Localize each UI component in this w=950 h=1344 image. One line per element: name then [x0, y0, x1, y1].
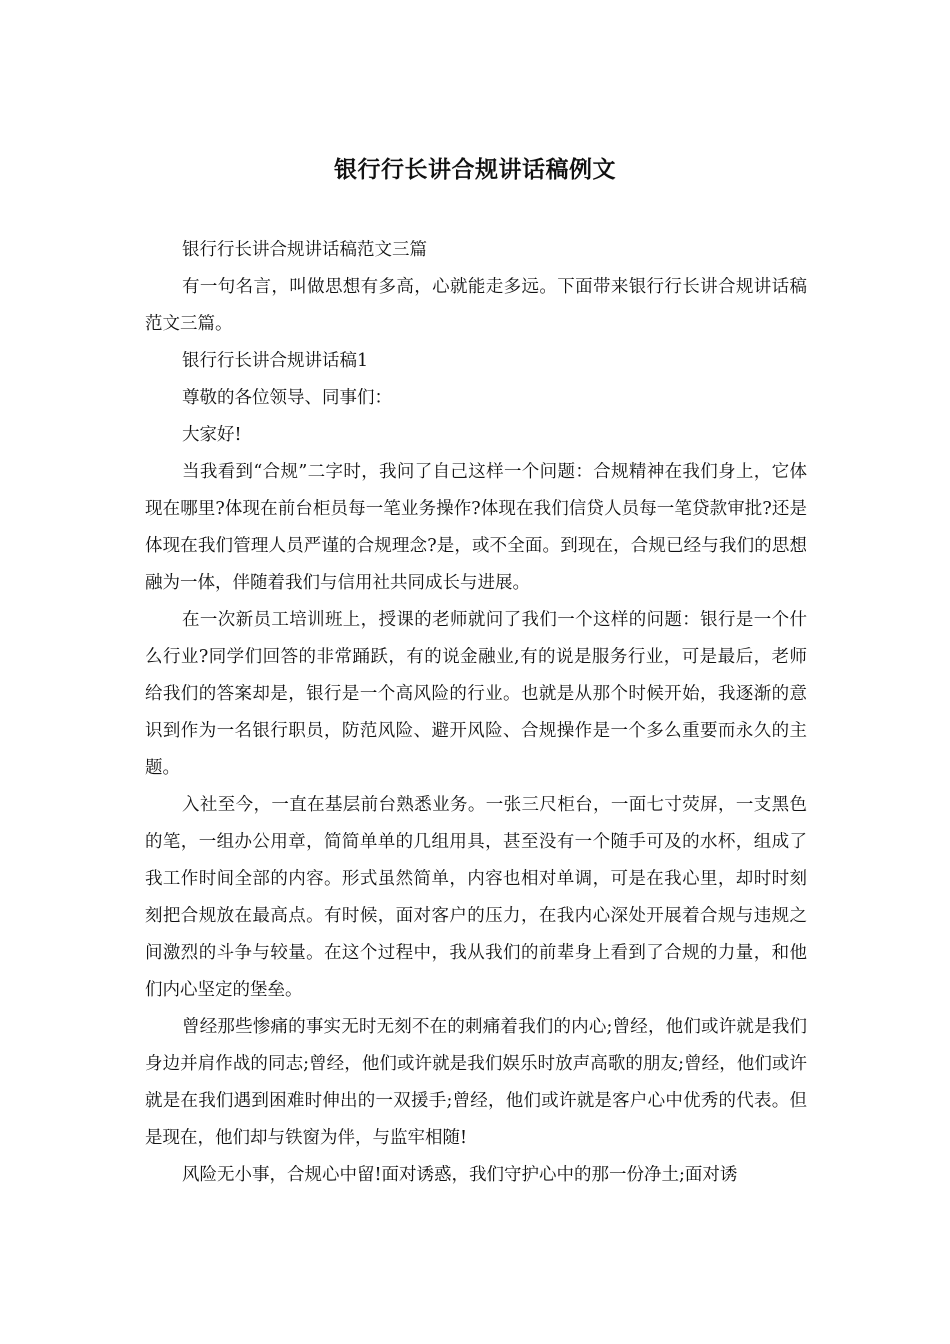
document-body [145, 232, 807, 1194]
paragraph-subtitle: 银行行长讲合规讲话稿范文三篇 [182, 240, 427, 260]
paragraph-heading-speech-1: 银行行长讲合规讲话稿1 [182, 351, 369, 371]
paragraph-body: 曾经那些惨痛的事实无时无刻不在的刺痛着我们的内心;曾经，他们或许就是我们身边并肩作战的同志;曾经，他们或许就是我们娱乐时放声高歌的朋友;曾经，他们或许就是在我们遇到困难时伸出的一双援手;曾经，他们或许就是客户心中优秀的代表。但是现在，他们却与铁窗为伴，与监牢相随! [145, 1017, 807, 1148]
paragraph-greeting: 大家好! [182, 425, 242, 445]
paragraph-body: 当我看到“合规”二字时，我问了自己这样一个问题：合规精神在我们身上，它体现在哪里?体现在前台柜员每一笔业务操作?体现在我们信贷人员每一笔贷款审批?还是体现在我们管理人员严谨的合规理念?是，或不全面。到现在，合规已经与我们的思想融为一体，伴随着我们与信用社共同成长与进展。 [145, 462, 807, 593]
paragraph-body: 风险无小事，合规心中留!面对诱惑，我们守护心中的那一份净土;面对诱 [182, 1165, 738, 1185]
paragraph-body: 入社至今，一直在基层前台熟悉业务。一张三尺柜台，一面七寸荧屏，一支黑色的笔，一组办公用章，简简单单的几组用具，甚至没有一个随手可及的水杯，组成了我工作时间全部的内容。形式虽然简单，内容也相对单调，可是在我心里，却时时刻刻把合规放在最高点。有时候，面对客户的压力，在我内心深处开展着合规与违规之间激烈的斗争与较量。在这个过程中，我从我们的前辈身上看到了合规的力量，和他们内心坚定的堡垒。 [145, 795, 807, 1000]
document-title: 银行行长讲合规讲话稿例文 [334, 156, 616, 183]
paragraph-intro: 有一句名言，叫做思想有多高，心就能走多远。下面带来银行行长讲合规讲话稿范文三篇。 [145, 277, 807, 334]
paragraph-salutation: 尊敬的各位领导、同事们： [182, 388, 392, 408]
paragraph-body: 在一次新员工培训班上，授课的老师就问了我们一个这样的问题：银行是一个什么行业?同学们回答的非常踊跃，有的说金融业,有的说是服务行业，可是最后，老师给我们的答案却是，银行是一个高风险的行业。也就是从那个时候开始，我逐渐的意识到作为一名银行职员，防范风险、避开风险、合规操作是一个多么重要而永久的主题。 [145, 610, 807, 778]
